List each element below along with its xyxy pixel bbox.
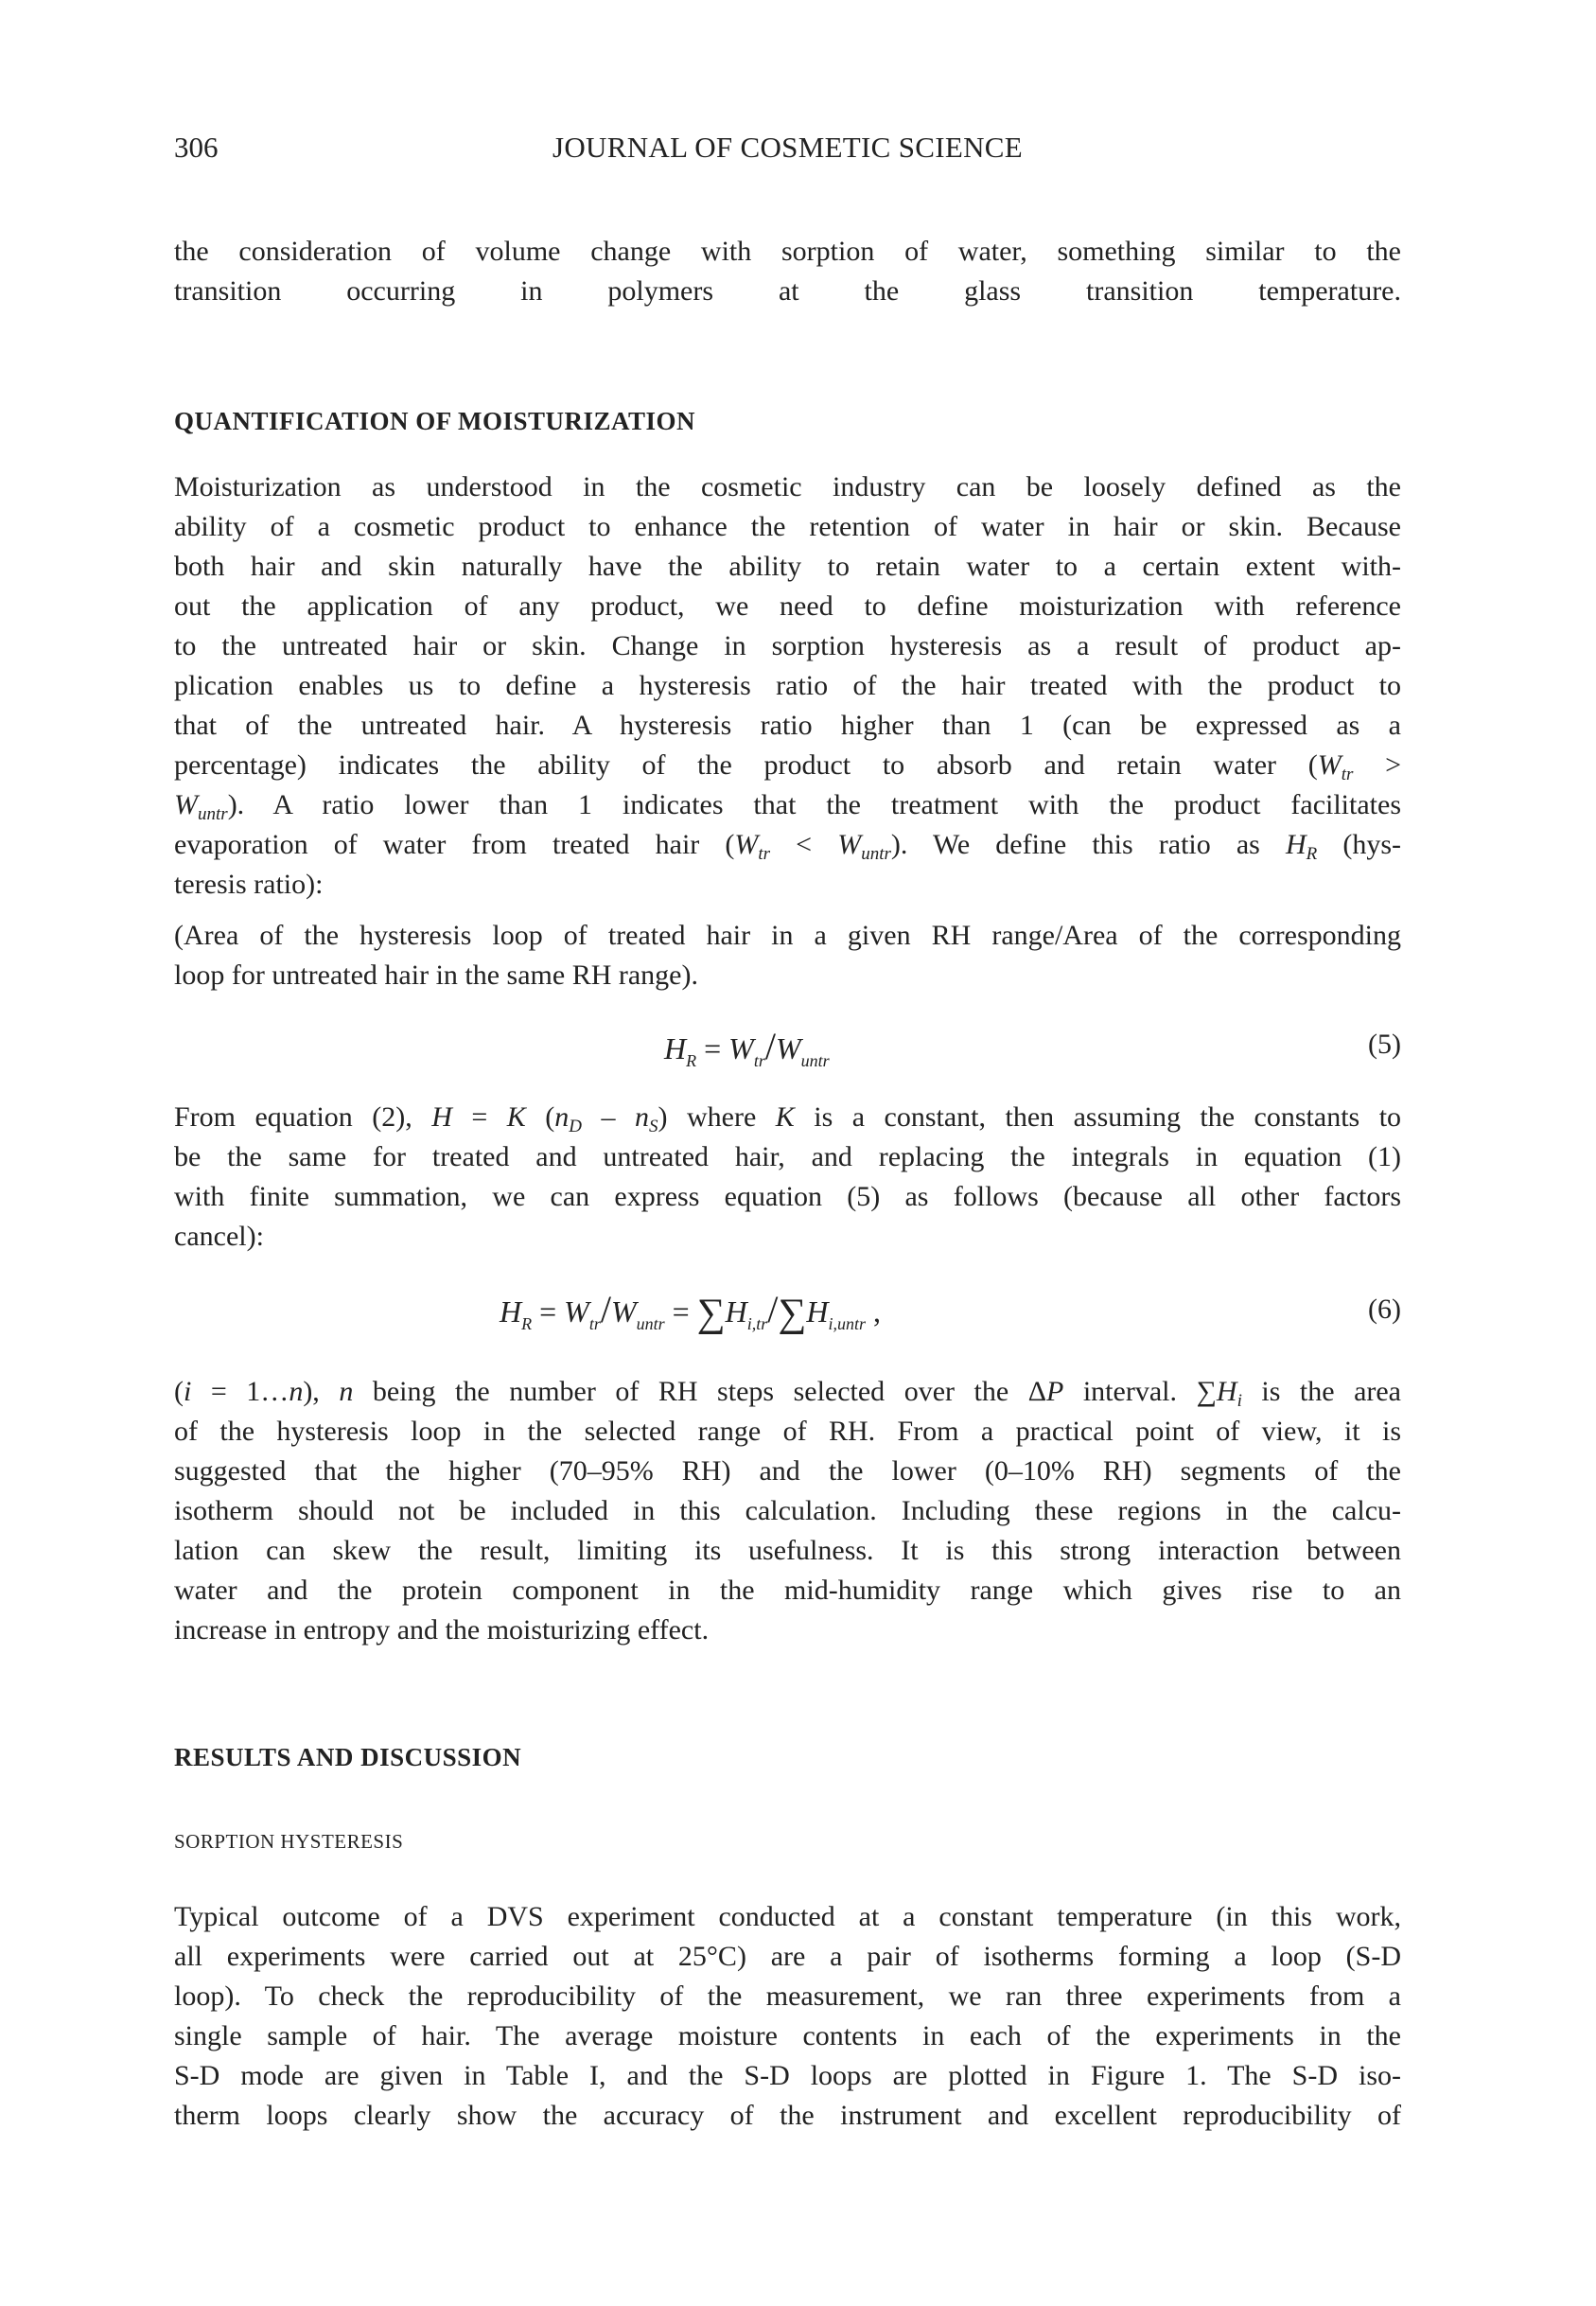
- text-line: with finite summation, we can express equation (5) as follows (because all other factors: [174, 1181, 1401, 1212]
- text-segment: percentage) indicates the ability of the product to absorb and retain water (: [174, 749, 1318, 781]
- eq-subscript: untr: [800, 1051, 830, 1070]
- math-symbol: H: [431, 1101, 452, 1133]
- math-symbol: n: [339, 1376, 354, 1407]
- equation-number-5: (5): [1368, 1029, 1401, 1060]
- math-symbol: i: [184, 1376, 192, 1407]
- math-symbol: W: [1317, 749, 1342, 781]
- math-symbol: i: [1236, 1391, 1242, 1411]
- text-line: increase in entropy and the moisturizing effect.: [174, 1614, 710, 1646]
- paragraph-moisturization: [174, 467, 1401, 905]
- eq-subscript: untr: [636, 1314, 665, 1333]
- math-symbol: W: [837, 829, 862, 860]
- section-heading-results: RESULTS AND DISCUSSION: [174, 1743, 522, 1771]
- text-segment: ). We define this ratio as: [890, 829, 1286, 860]
- page-header: [174, 131, 1401, 168]
- text-segment: being the number of RH steps selected over the Δ: [353, 1376, 1046, 1407]
- text-segment: ) where: [658, 1101, 776, 1133]
- text-line: plication enables us to define a hysteresis ratio of the hair treated with the product to: [174, 670, 1401, 701]
- math-symbol: n: [289, 1376, 304, 1407]
- text-line: the consideration of volume change with sorption of water, something similar to the: [174, 236, 1401, 267]
- text-segment: (: [174, 1376, 184, 1407]
- eq-operator: =: [696, 1031, 729, 1065]
- text-line: Moisturization as understood in the cosmetic industry can be loosely defined as the: [174, 471, 1401, 502]
- text-line: both hair and skin naturally have the ability to retain water to a certain extent with-: [174, 551, 1401, 582]
- text-line: [174, 746, 1401, 785]
- text-segment: =: [451, 1101, 507, 1133]
- text-segment: From equation (2),: [174, 1101, 432, 1133]
- math-symbol: K: [775, 1101, 795, 1133]
- math-symbol: K: [506, 1101, 526, 1133]
- math-symbol: W: [174, 789, 198, 820]
- text-line: [174, 1372, 1401, 1412]
- math-symbol: D: [569, 1117, 583, 1136]
- eq-subscript: tr: [588, 1314, 601, 1333]
- eq-subscript: tr: [753, 1051, 765, 1070]
- math-symbol: S: [649, 1117, 658, 1136]
- text-segment: evaporation of water from treated hair (: [174, 829, 735, 860]
- text-line: [174, 825, 1401, 865]
- text-line: to the untreated hair or skin. Change in sorption hysteresis as a result of product ap-: [174, 630, 1401, 661]
- text-segment: >: [1353, 749, 1401, 781]
- text-line: (Area of the hysteresis loop of treated hair in a given RH range/Area of the corresponding: [174, 920, 1401, 951]
- page-number: 306: [174, 131, 219, 164]
- text-segment: is a constant, then assuming the constants to: [794, 1101, 1402, 1133]
- text-line: suggested that the higher (70–95% RH) and the lower (0–10% RH) segments of the: [174, 1455, 1401, 1487]
- text-line: water and the protein component in the mid-humidity range which gives rise to an: [174, 1575, 1401, 1606]
- math-symbol: n: [635, 1101, 649, 1133]
- text-segment: ). A ratio lower than 1 indicates that the treatment with the product facilitates: [227, 789, 1401, 820]
- text-line: of the hysteresis loop in the selected range of RH. From a practical point of view, it is: [174, 1416, 1401, 1447]
- eq-operator: /: [764, 1025, 776, 1067]
- math-symbol: H: [1285, 829, 1307, 860]
- text-line: S-D mode are given in Table I, and the S-D loops are plotted in Figure 1. The S-D iso-: [174, 2060, 1401, 2091]
- eq-symbol: W: [610, 1294, 637, 1329]
- text-segment: interval. ∑: [1063, 1376, 1217, 1407]
- math-symbol: n: [554, 1101, 570, 1133]
- text-line: therm loops clearly show the accuracy of the instrument and excellent reproducibility of: [174, 2100, 1401, 2131]
- equation-number-6: (6): [1368, 1294, 1401, 1325]
- eq-punctuation: ,: [865, 1294, 881, 1329]
- paragraph-area-definition: [174, 916, 1401, 995]
- eq-symbol: H: [806, 1294, 829, 1329]
- eq-symbol: W: [775, 1031, 801, 1065]
- eq-symbol: W: [728, 1031, 754, 1065]
- paragraph-intro: [174, 232, 1401, 311]
- text-segment: ),: [303, 1376, 340, 1407]
- text-line: Typical outcome of a DVS experiment conducted at a constant temperature (in this work,: [174, 1901, 1401, 1932]
- eq-subscript: R: [686, 1051, 697, 1070]
- text-line: be the same for treated and untreated hair, and replacing the integrals in equation (1): [174, 1141, 1401, 1172]
- text-line: transition occurring in polymers at the glass transition temperature.: [174, 275, 1401, 307]
- sum-symbol: ∑: [696, 1292, 726, 1335]
- text-line: teresis ratio):: [174, 869, 324, 900]
- text-line: [174, 1098, 1401, 1137]
- math-symbol: P: [1046, 1376, 1064, 1407]
- subsection-heading-sorption: SORPTION HYSTERESIS: [174, 1830, 404, 1853]
- text-line: cancel):: [174, 1221, 264, 1252]
- text-line: loop). To check the reproducibility of the measurement, we ran three experiments from a: [174, 1980, 1401, 2012]
- eq-operator: /: [600, 1288, 611, 1330]
- text-segment: is the area: [1241, 1376, 1402, 1407]
- eq-operator: =: [532, 1294, 565, 1329]
- journal-title: JOURNAL OF COSMETIC SCIENCE: [552, 131, 1023, 164]
- text-segment: –: [582, 1101, 635, 1133]
- text-line: all experiments were carried out at 25°C) are a pair of isotherms forming a loop (S-D: [174, 1941, 1401, 1972]
- paragraph-summation: [174, 1372, 1401, 1650]
- eq-symbol: H: [500, 1294, 522, 1329]
- text-line: lation can skew the result, limiting its usefulness. It is this strong interaction between: [174, 1535, 1401, 1566]
- math-symbol: tr: [1341, 765, 1354, 784]
- text-segment: <: [770, 829, 838, 860]
- text-line: ability of a cosmetic product to enhance the retention of water in hair or skin. Because: [174, 511, 1401, 542]
- text-segment: (hys-: [1317, 829, 1401, 860]
- section-heading-quantification: QUANTIFICATION OF MOISTURIZATION: [174, 407, 696, 435]
- eq-symbol: H: [664, 1031, 687, 1065]
- eq-subscript: i,untr: [828, 1314, 866, 1333]
- text-line: single sample of hair. The average moisture contents in each of the experiments in the: [174, 2020, 1401, 2051]
- text-line: that of the untreated hair. A hysteresis ratio higher than 1 (can be expressed as a: [174, 710, 1401, 741]
- text-segment: = 1…: [191, 1376, 289, 1407]
- math-symbol: untr: [861, 844, 891, 864]
- eq-operator: =: [664, 1294, 697, 1329]
- math-symbol: untr: [198, 804, 228, 824]
- text-segment: (: [525, 1101, 555, 1133]
- text-line: isotherm should not be included in this calculation. Including these regions in the calcu-: [174, 1495, 1401, 1526]
- paragraph-from-equation: [174, 1098, 1401, 1257]
- text-line: loop for untreated hair in the same RH range).: [174, 959, 698, 991]
- math-symbol: tr: [758, 844, 771, 864]
- text-line: [174, 785, 1401, 825]
- math-symbol: W: [734, 829, 759, 860]
- text-line: out the application of any product, we need to define moisturization with reference: [174, 590, 1401, 622]
- eq-symbol: H: [725, 1294, 747, 1329]
- sum-symbol: ∑: [778, 1292, 807, 1335]
- math-symbol: R: [1306, 844, 1318, 864]
- equation-6: [500, 1287, 881, 1336]
- eq-subscript: R: [521, 1314, 533, 1333]
- math-symbol: H: [1216, 1376, 1237, 1407]
- equation-5: [664, 1024, 830, 1071]
- eq-subscript: i,tr: [746, 1314, 768, 1333]
- paragraph-typical-outcome: [174, 1897, 1401, 2136]
- eq-symbol: W: [564, 1294, 589, 1329]
- eq-operator: /: [767, 1288, 779, 1330]
